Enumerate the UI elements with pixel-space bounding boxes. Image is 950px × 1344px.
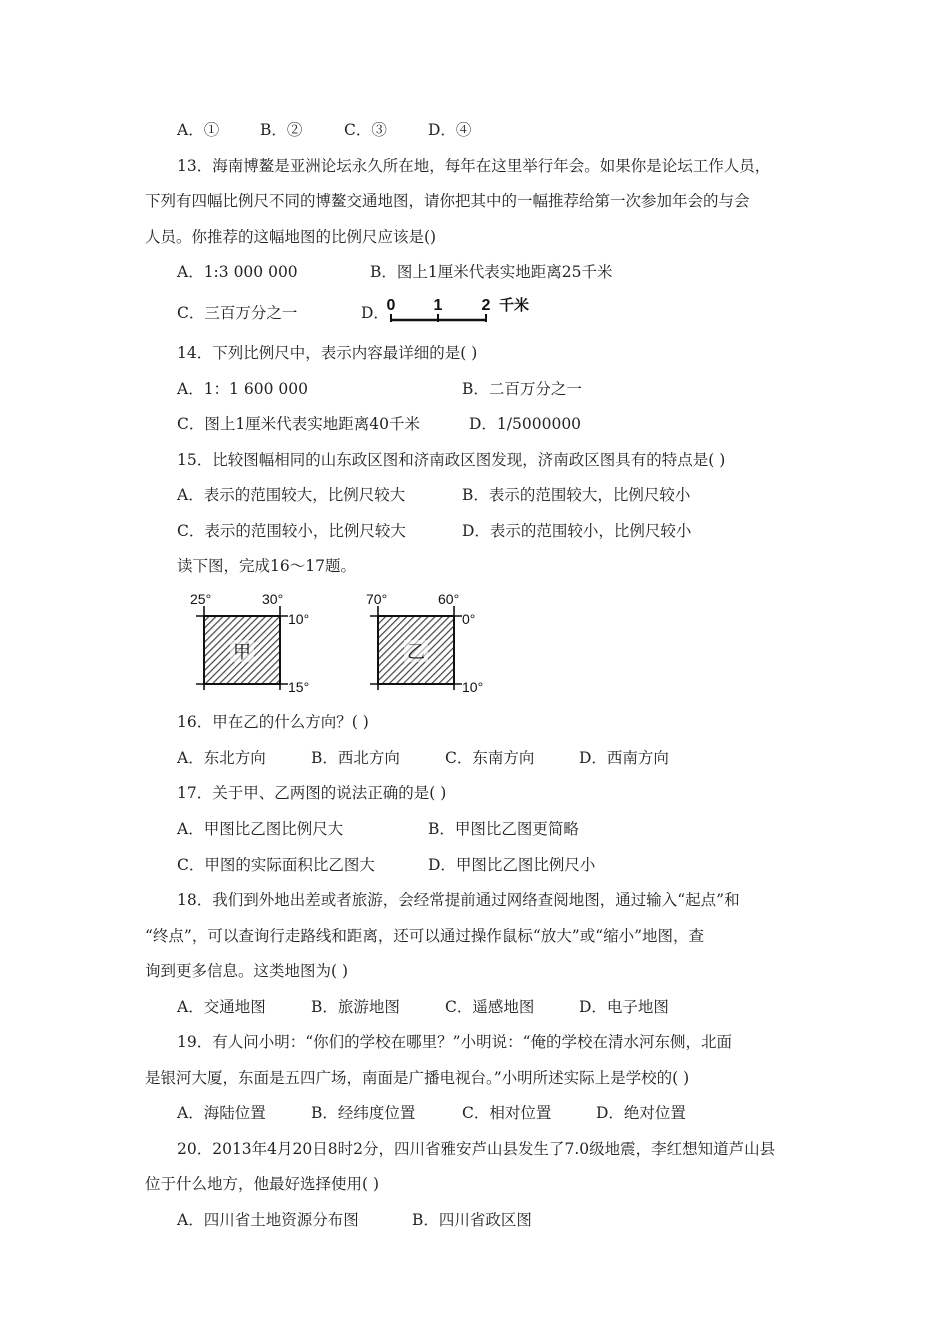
- jia-top-right-lon: 30°: [262, 591, 284, 607]
- q14-option-d: D．1/5000000: [469, 415, 582, 433]
- q16-stem: 16．甲在乙的什么方向？( ): [177, 713, 369, 731]
- q13-stem-line-2: 下列有四幅比例尺不同的博鳌交通地图，请你把其中的一幅推荐给第一次参加年会的与会: [145, 192, 750, 210]
- q19-option-c: C．相对位置: [462, 1104, 552, 1122]
- scale-unit: 千米: [499, 297, 530, 314]
- jia-bottom-lat: 15°: [288, 679, 310, 695]
- scale-tick-2: 2: [481, 297, 491, 314]
- scale-bar: [383, 292, 543, 326]
- q12-option-a: A．①: [177, 121, 220, 139]
- q20-stem-line-1: 20．2013年4月20日8时2分，四川省雅安芦山县发生了7.0级地震，李红想知道芦山县: [177, 1140, 776, 1158]
- q15-stem: 15．比较图幅相同的山东政区图和济南政区图发现，济南政区图具有的特点是( ): [177, 451, 726, 469]
- q20-option-b: B．四川省政区图: [412, 1211, 532, 1229]
- q13-stem-line-3: 人员。你推荐的这幅地图的比例尺应该是(): [145, 228, 437, 246]
- q14-stem: 14．下列比例尺中，表示内容最详细的是( ): [177, 344, 478, 362]
- q17-stem: 17．关于甲、乙两图的说法正确的是( ): [177, 784, 447, 802]
- q12-option-c: C．③: [344, 121, 387, 139]
- q17-option-a: A．甲图比乙图比例尺大: [177, 820, 344, 838]
- jia-map: [190, 591, 309, 695]
- q19-option-a: A．海陆位置: [177, 1104, 266, 1122]
- q19-option-b: B．经纬度位置: [311, 1104, 416, 1122]
- q19-option-d: D．绝对位置: [596, 1104, 686, 1122]
- q16-option-d: D．西南方向: [579, 749, 669, 767]
- q13-option-b: B．图上1厘米代表实地距离25千米: [370, 263, 613, 281]
- q16-option-a: A．东北方向: [177, 749, 266, 767]
- q16-option-c: C．东南方向: [445, 749, 535, 767]
- lat-lon-figure: [180, 588, 520, 698]
- q17-option-d: D．甲图比乙图比例尺小: [428, 856, 596, 874]
- q18-option-b: B．旅游地图: [311, 998, 400, 1016]
- q14-option-a: A．1：1 600 000: [177, 380, 308, 398]
- q14-option-c: C．图上1厘米代表实地距离40千米: [177, 415, 420, 433]
- yi-bottom-lat: 10°: [462, 679, 484, 695]
- scale-tick-0: 0: [386, 297, 396, 314]
- q18-stem-line-1: 18．我们到外地出差或者旅游，会经常提前通过网络查阅地图，通过输入“起点”和: [177, 891, 740, 909]
- q20-stem-line-2: 位于什么地方，他最好选择使用( ): [145, 1175, 380, 1193]
- jia-label: 甲: [233, 642, 251, 662]
- q15-option-d: D．表示的范围较小，比例尺较小: [462, 522, 692, 540]
- q16-option-b: B．西北方向: [311, 749, 400, 767]
- q18-option-a: A．交通地图: [177, 998, 266, 1016]
- jia-top-lat: 10°: [288, 611, 310, 627]
- q15-option-c: C．表示的范围较小，比例尺较大: [177, 522, 406, 540]
- q17-option-b: B．甲图比乙图更简略: [428, 820, 579, 838]
- q18-stem-line-2: “终点”，可以查询行走路线和距离，还可以通过操作鼠标“放大”或“缩小”地图，查: [145, 927, 705, 945]
- q15-option-a: A．表示的范围较大，比例尺较大: [177, 486, 406, 504]
- q18-option-c: C．遥感地图: [445, 998, 535, 1016]
- jia-top-left-lon: 25°: [190, 591, 212, 607]
- q18-option-d: D．电子地图: [579, 998, 669, 1016]
- yi-top-left-lon: 70°: [366, 591, 388, 607]
- q13-option-c: C．三百万分之一: [177, 304, 298, 322]
- scale-tick-1: 1: [433, 297, 443, 314]
- q20-option-a: A．四川省土地资源分布图: [177, 1211, 359, 1229]
- q13-option-d: D．: [361, 304, 389, 322]
- q12-option-b: B．②: [260, 121, 303, 139]
- q13-stem-line-1: 13．海南博鳌是亚洲论坛永久所在地，每年在这里举行年会。如果你是论坛工作人员，: [177, 157, 771, 175]
- read-figure-intro: 读下图，完成16～17题。: [177, 557, 356, 575]
- yi-map: [366, 591, 483, 695]
- q19-stem-line-2: 是银河大厦，东面是五四广场，南面是广播电视台。”小明所述实际上是学校的( ): [145, 1069, 690, 1087]
- yi-top-lat: 0°: [462, 611, 476, 627]
- q17-option-c: C．甲图的实际面积比乙图大: [177, 856, 375, 874]
- q19-stem-line-1: 19．有人问小明：“你们的学校在哪里？”小明说：“俺的学校在清水河东侧，北面: [177, 1033, 732, 1051]
- q18-stem-line-3: 询到更多信息。这类地图为( ): [145, 962, 349, 980]
- q12-option-d: D．④: [428, 121, 472, 139]
- q14-option-b: B．二百万分之一: [462, 380, 582, 398]
- yi-label: 乙: [407, 642, 425, 662]
- q15-option-b: B．表示的范围较大，比例尺较小: [462, 486, 691, 504]
- q13-option-a: A．1:3 000 000: [177, 263, 298, 281]
- yi-top-right-lon: 60°: [438, 591, 460, 607]
